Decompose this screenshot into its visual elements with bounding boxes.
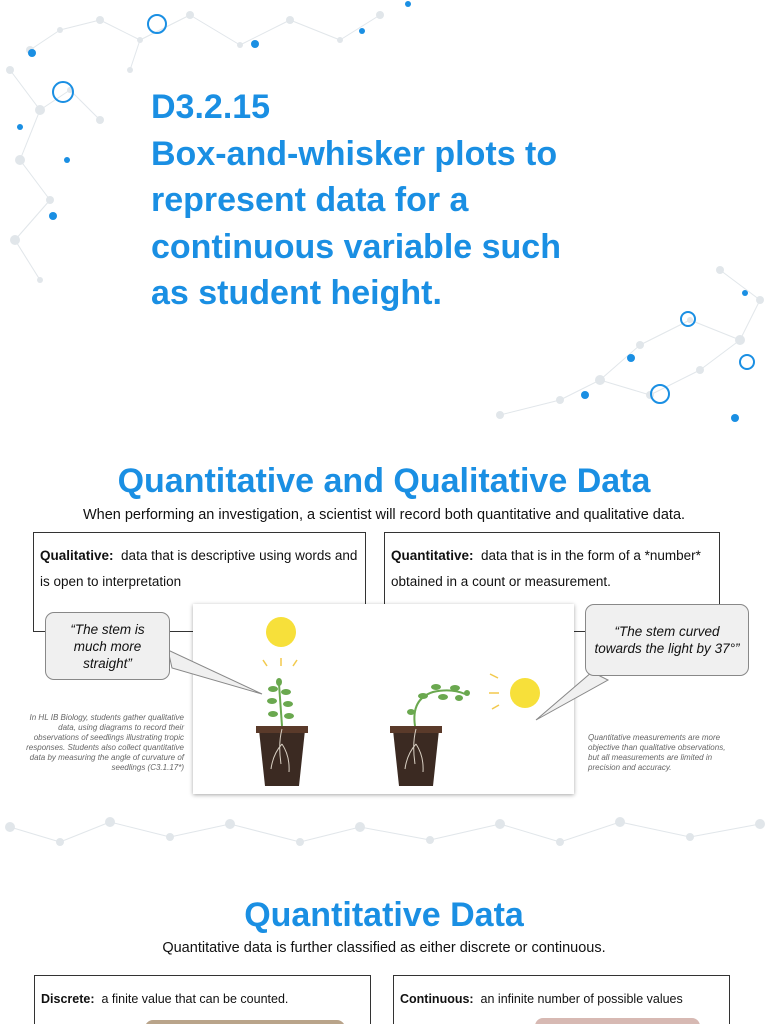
quantitative-data-slide [0,864,768,1024]
quantitative-observation-bubble: “The stem curved towards the light by 37°” [585,604,749,676]
quantitative-definition: data that is in the form of a *number* obtained in a count or measurement. [391,548,701,589]
continuous-definition-box [393,975,730,1024]
title-line: Box-and-whisker plots to [151,134,558,173]
section-title: Quantitative and Qualitative Data [117,462,651,500]
title-line: as student height. [151,274,442,312]
qualitative-definition: data that is descriptive using words and is open to interpretation [40,548,358,589]
title-line: continuous variable such [151,227,561,266]
photo-edge [535,1018,700,1024]
title-line: represent data for a [151,181,469,219]
discrete-term: Discrete: [41,992,95,1006]
data-types-slide [0,432,768,864]
title-block [151,84,621,317]
photo-edge [145,1020,345,1024]
continuous-definition: an infinite number of possible values [480,992,683,1006]
continuous-term: Continuous: [400,992,474,1006]
qualitative-term: Qualitative: [40,548,114,563]
section-subtitle: When performing an investigation, a scientist will record both quantitative and qualitative data. [82,507,686,523]
standard-code: D3.2.15 [151,88,271,126]
discrete-definition: a finite value that can be counted. [101,992,289,1006]
quantitative-term: Quantitative: [391,548,474,563]
title-slide [0,0,768,432]
section-title: Quantitative Data [244,896,524,934]
qualitative-observation-bubble: “The stem is much more straight” [45,612,170,680]
discrete-definition-box [34,975,371,1024]
measurement-note: Quantitative measurements are more objective than qualitative observations, but all measurements are limited in precision and accuracy. [588,733,726,772]
section-subtitle: Quantitative data is further classified as either discrete or continuous. [162,940,606,956]
hl-biology-note: In HL IB Biology, students gather qualitative data, using diagrams to record their observations of seedlings illustrating tropic responses. Students also collect quantitative data by measuring the angle of curvature of seedlings (C3.1.17*) [26,713,184,772]
